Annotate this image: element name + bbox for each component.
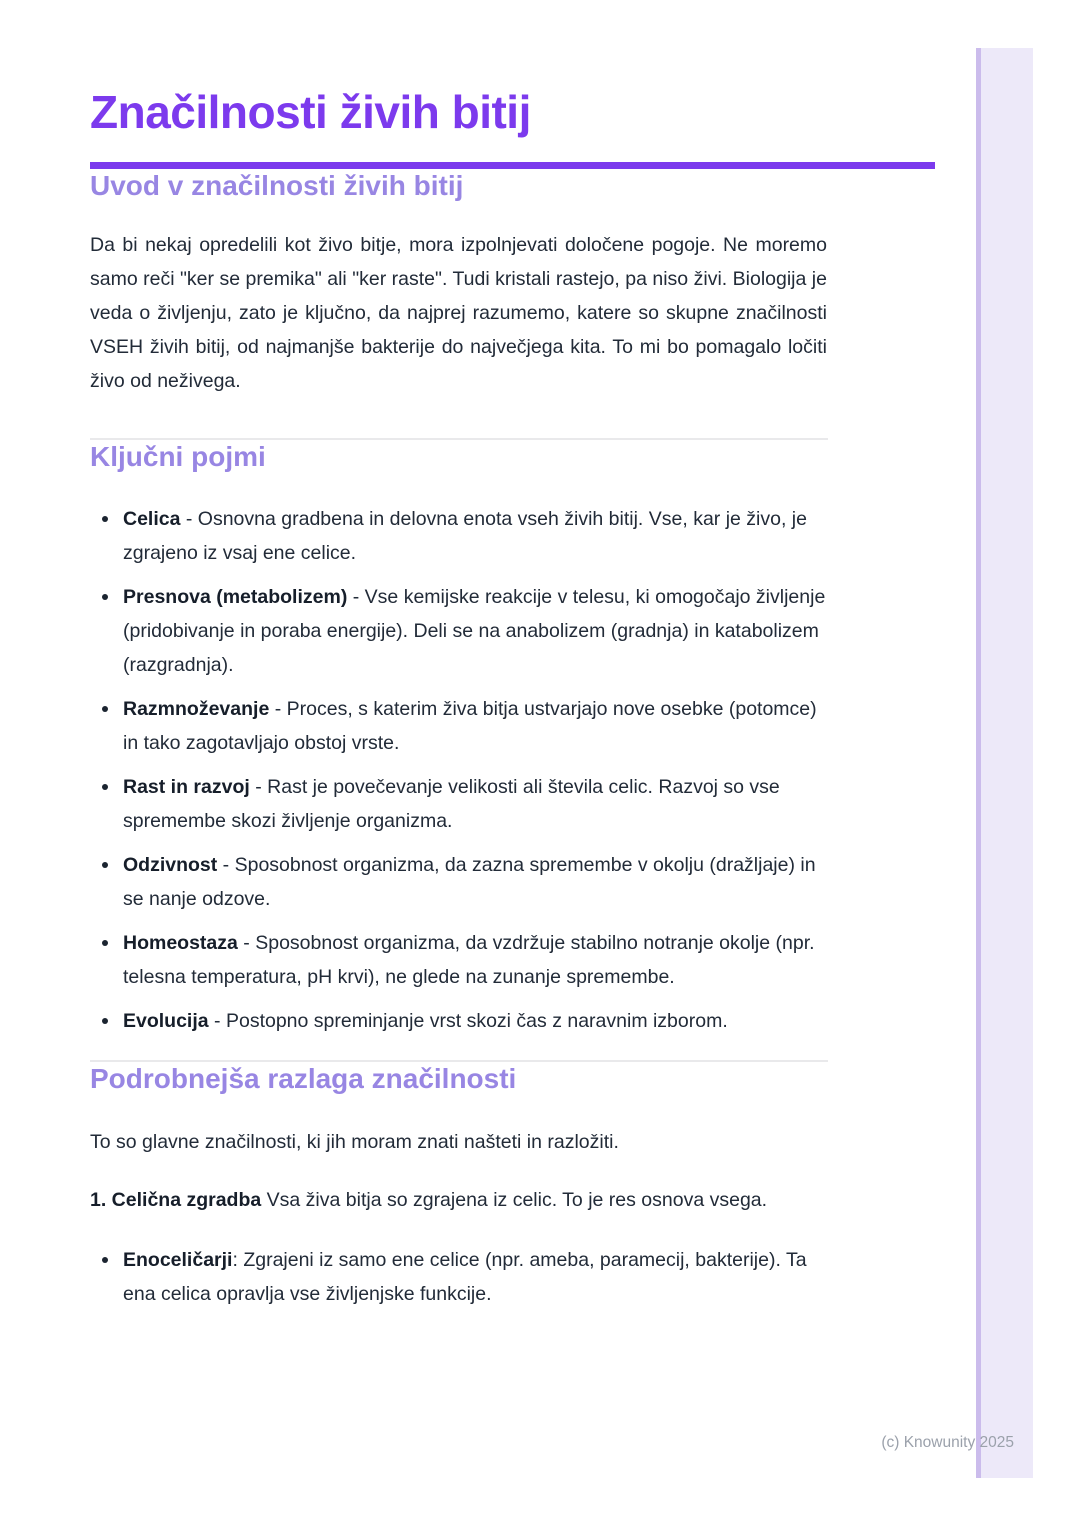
section-heading-detailed: Podrobnejša razlaga značilnosti (90, 1062, 517, 1094)
title-rule (90, 162, 935, 169)
term-definition: Zgrajeni iz samo ene celice (npr. ameba, paramecij, bakterije). Ta ena celica opravlja vse življenjske funkcije. (123, 1249, 807, 1306)
term-separator: - (180, 507, 198, 530)
term-label: Evolucija (123, 1009, 209, 1032)
term-separator: - (237, 931, 256, 954)
list-item (90, 502, 835, 570)
section-heading-key-terms: Ključni pojmi (90, 441, 266, 473)
term-definition: Postopno spreminjanje vrst skozi čas z naravnim izborom. (225, 1009, 728, 1032)
page-title: Značilnosti živih bitij (90, 86, 531, 138)
term-definition: Sposobnost organizma, da vzdržuje stabilno notranje okolje (npr. telesna temperatura, pH krvi), ne glede na zunanje spremembe. (123, 931, 815, 988)
list-item (90, 926, 835, 994)
term-separator: : (232, 1249, 244, 1272)
term-label: Celica (123, 507, 181, 530)
numbered-item-text: Vsa živa bitja so zgrajena iz celic. To je res osnova vsega. (266, 1189, 768, 1212)
numbered-item (90, 1183, 835, 1217)
lead-paragraph: To so glavne značilnosti, ki jih moram znati našteti in razložiti. (90, 1131, 619, 1154)
intro-paragraph: Da bi nekaj opredelili kot živo bitje, mora izpolnjevati določene pogoje. Ne moremo samo reči "ker se premika" ali "ker raste". Tudi kristali rastejo, pa niso živi. Biologija je veda o življenju, zato je ključno, da najprej razumemo, katere so skupne značilnosti VSEH živih bitij, od najmanjše bakterije do največjega kita. To mi bo pomagalo ločiti živo od neživega. (90, 234, 827, 393)
right-accent-bar (976, 48, 1033, 1478)
term-definition: Sposobnost organizma, da zazna spremembe v okolju (dražljaje) in se nanje odzove. (123, 853, 816, 910)
term-label: Razmnoževanje (123, 697, 270, 720)
key-terms-list (90, 502, 835, 1038)
term-separator: - (269, 697, 287, 720)
section-heading-intro: Uvod v značilnosti živih bitij (90, 169, 464, 201)
term-definition: Osnovna gradbena in delovna enota vseh živih bitij. Vse, kar je živo, je zgrajeno iz vsaj ene celice. (123, 507, 807, 564)
term-definition: Proces, s katerim živa bitja ustvarjajo nove osebke (potomce) in tako zagotavljajo obstoj vrste. (123, 697, 817, 754)
footer-credit: (c) Knowunity 2025 (881, 1434, 1014, 1451)
term-separator: - (249, 775, 268, 798)
term-label: Presnova (metabolizem) (123, 585, 348, 608)
term-label: Enoceličarji (123, 1249, 233, 1272)
term-separator: - (208, 1009, 226, 1032)
term-definition: Rast je povečevanje velikosti ali števila celic. Razvoj so vse spremembe skozi življenje organizma. (123, 775, 780, 832)
list-item (90, 1004, 835, 1038)
list-item (90, 848, 835, 916)
term-separator: - (217, 853, 235, 876)
list-item (90, 692, 835, 760)
term-label: Rast in razvoj (123, 775, 250, 798)
term-separator: - (347, 585, 365, 608)
term-label: Homeostaza (123, 931, 238, 954)
term-definition: Vse kemijske reakcije v telesu, ki omogočajo življenje (pridobivanje in poraba energije). Deli se na anabolizem (gradnja) in katabolizem (razgradnja). (123, 585, 826, 676)
detail-list (90, 1243, 835, 1311)
list-item (90, 580, 835, 682)
list-item (90, 770, 835, 838)
list-item (90, 1243, 835, 1311)
numbered-item-label: 1. Celična zgradba (90, 1189, 262, 1212)
term-label: Odzivnost (123, 853, 218, 876)
document-content (90, 0, 935, 1311)
